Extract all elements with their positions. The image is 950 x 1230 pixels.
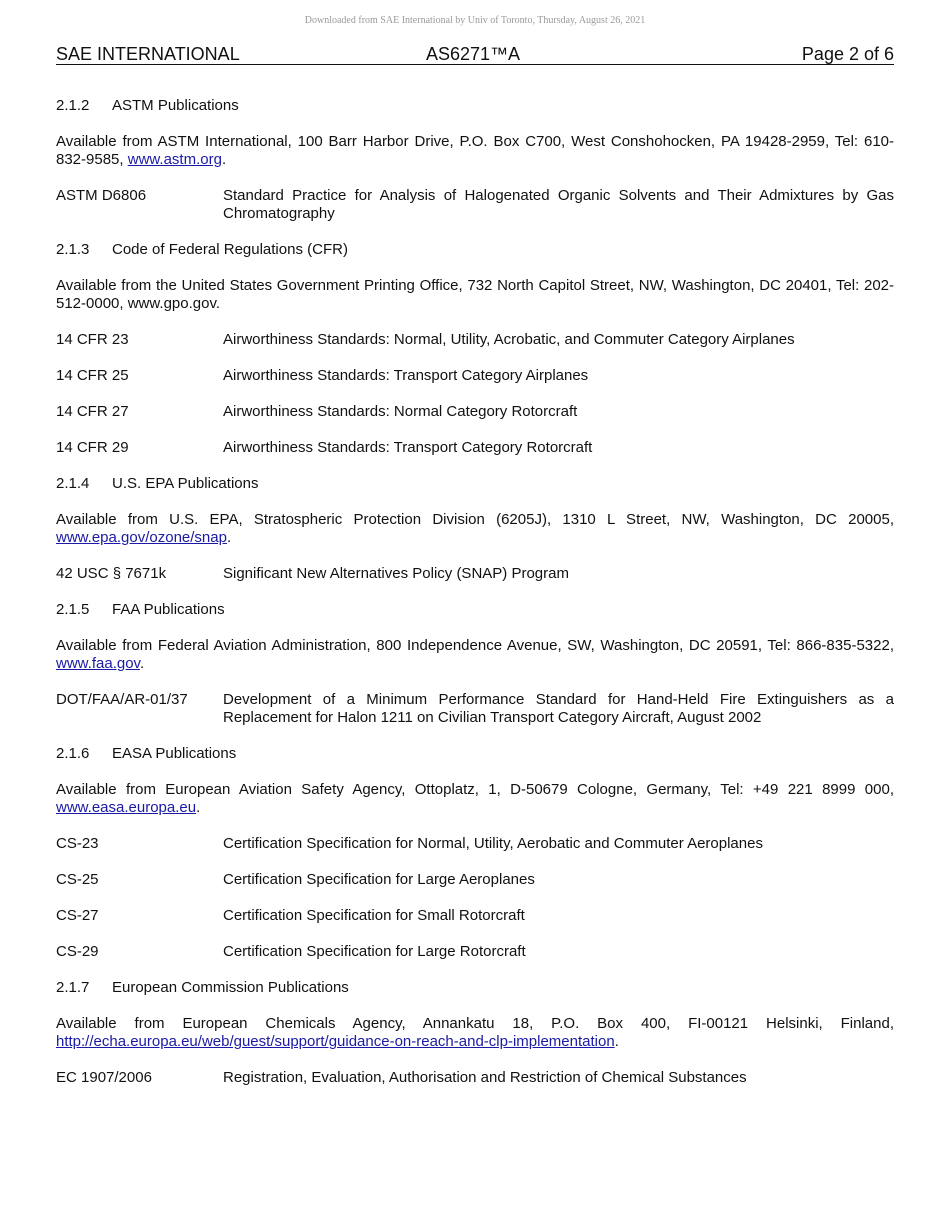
download-watermark: Downloaded from SAE International by Univ of Toronto, Thursday, August 26, 2021 — [304, 15, 646, 26]
epa-availability — [56, 511, 894, 547]
reference-title: Certification Specification for Large Rotorcraft — [223, 943, 526, 960]
availability-end: . — [139, 655, 145, 672]
epa-link[interactable]: www.epa.gov/ozone/snap — [56, 529, 227, 546]
section-number: 2.1.6 — [56, 745, 90, 762]
availability-text: Available from ASTM International, 100 Barr Harbor Drive, P.O. Box C700, West Conshohocken, PA 19428-2959, Tel: 610-832-9585, — [56, 133, 894, 168]
section-heading-astm — [56, 97, 894, 115]
reference-entry — [56, 943, 894, 961]
header-org: SAE INTERNATIONAL — [56, 44, 240, 64]
section-heading-faa — [56, 601, 894, 619]
reference-title: Airworthiness Standards: Normal Category Rotorcraft — [223, 403, 578, 420]
reference-entry — [56, 907, 894, 925]
reference-title: Certification Specification for Normal, Utility, Aerobatic and Commuter Aeroplanes — [223, 835, 763, 852]
section-title: U.S. EPA Publications — [112, 475, 259, 492]
cfr-availability — [56, 277, 894, 313]
availability-end: . — [221, 151, 227, 168]
faa-availability — [56, 637, 894, 673]
availability-end: . — [196, 799, 201, 816]
reference-title: Airworthiness Standards: Normal, Utility, Acrobatic, and Commuter Category Airplanes — [223, 331, 795, 348]
reference-entry — [56, 1069, 894, 1087]
document-body — [56, 97, 894, 1087]
header-doc-number: AS6271™A — [426, 44, 521, 64]
reference-code: CS-27 — [56, 907, 99, 924]
reference-entry — [56, 565, 894, 583]
astm-link[interactable]: www.astm.org — [127, 151, 222, 168]
reference-code: 14 CFR 25 — [56, 367, 129, 384]
reference-title: Certification Specification for Small Rotorcraft — [223, 907, 525, 924]
section-number: 2.1.5 — [56, 601, 90, 618]
reference-code: 14 CFR 27 — [56, 403, 129, 420]
reference-entry — [56, 871, 894, 889]
reference-title: Development of a Minimum Performance Standard for Hand-Held Fire Extinguishers as a Replacement for Halon 1211 on Civilian Transport Category Aircraft, August 2002 — [223, 691, 894, 726]
section-title: Code of Federal Regulations (CFR) — [112, 241, 348, 258]
availability-text: Available from European Aviation Safety Agency, Ottoplatz, 1, D-50679 Cologne, Germany, Tel: +49 221 8999 000, — [56, 781, 894, 798]
section-title: European Commission Publications — [112, 979, 349, 996]
ec-availability — [56, 1015, 894, 1051]
reference-code: 42 USC § 7671k — [56, 565, 167, 582]
reference-entry — [56, 403, 894, 421]
availability-text: Available from U.S. EPA, Stratospheric Protection Division (6205J), 1310 L Street, NW, Washington, DC 20005, — [56, 511, 894, 528]
availability-end: . — [226, 529, 232, 546]
section-heading-ec — [56, 979, 894, 997]
availability-text: Available from Federal Aviation Administration, 800 Independence Avenue, SW, Washington, DC 20591, Tel: 866-835-5322, — [56, 637, 894, 654]
reference-code: 14 CFR 29 — [56, 439, 129, 456]
section-title: ASTM Publications — [112, 97, 239, 114]
availability-end: . — [614, 1033, 619, 1050]
reference-code: CS-29 — [56, 943, 99, 960]
section-number: 2.1.4 — [56, 475, 90, 492]
page-header — [56, 44, 894, 65]
section-title: FAA Publications — [112, 601, 225, 618]
reference-entry — [56, 691, 894, 727]
availability-text: Available from European Chemicals Agency, Annankatu 18, P.O. Box 400, FI-00121 Helsinki, Finland, — [56, 1015, 894, 1032]
reference-title: Registration, Evaluation, Authorisation and Restriction of Chemical Substances — [223, 1069, 747, 1086]
availability-text: Available from the United States Government Printing Office, 732 North Capitol Street, NW, Washington, DC 20401, Tel: 202-512-0000, www.gpo.gov. — [56, 277, 894, 312]
section-heading-cfr — [56, 241, 894, 259]
reference-entry — [56, 835, 894, 853]
section-number: 2.1.2 — [56, 97, 90, 114]
reference-code: DOT/FAA/AR-01/37 — [56, 691, 188, 708]
reference-code: CS-25 — [56, 871, 99, 888]
section-number: 2.1.7 — [56, 979, 90, 996]
reference-entry — [56, 331, 894, 349]
reference-title: Significant New Alternatives Policy (SNAP) Program — [223, 565, 569, 582]
reference-code: CS-23 — [56, 835, 99, 852]
faa-link[interactable]: www.faa.gov — [56, 655, 140, 672]
reference-code: 14 CFR 23 — [56, 331, 129, 348]
reference-entry — [56, 439, 894, 457]
reference-code: EC 1907/2006 — [56, 1069, 152, 1086]
section-heading-easa — [56, 745, 894, 763]
reference-entry — [56, 187, 894, 223]
section-number: 2.1.3 — [56, 241, 90, 258]
reference-title: Airworthiness Standards: Transport Category Rotorcraft — [223, 439, 593, 456]
section-heading-epa — [56, 475, 894, 493]
astm-availability — [56, 133, 894, 169]
reference-entry — [56, 367, 894, 385]
reference-title: Airworthiness Standards: Transport Category Airplanes — [223, 367, 589, 384]
echa-link[interactable]: http://echa.europa.eu/web/guest/support/guidance-on-reach-and-clp-implementation — [56, 1033, 615, 1050]
reference-title: Certification Specification for Large Aeroplanes — [223, 871, 535, 888]
easa-availability — [56, 781, 894, 817]
reference-code: ASTM D6806 — [56, 187, 147, 204]
reference-title: Standard Practice for Analysis of Halogenated Organic Solvents and Their Admixtures by Gas Chromatography — [223, 187, 894, 222]
section-title: EASA Publications — [112, 745, 237, 762]
easa-link[interactable]: www.easa.europa.eu — [56, 799, 197, 816]
header-page-number: Page 2 of 6 — [801, 44, 894, 64]
